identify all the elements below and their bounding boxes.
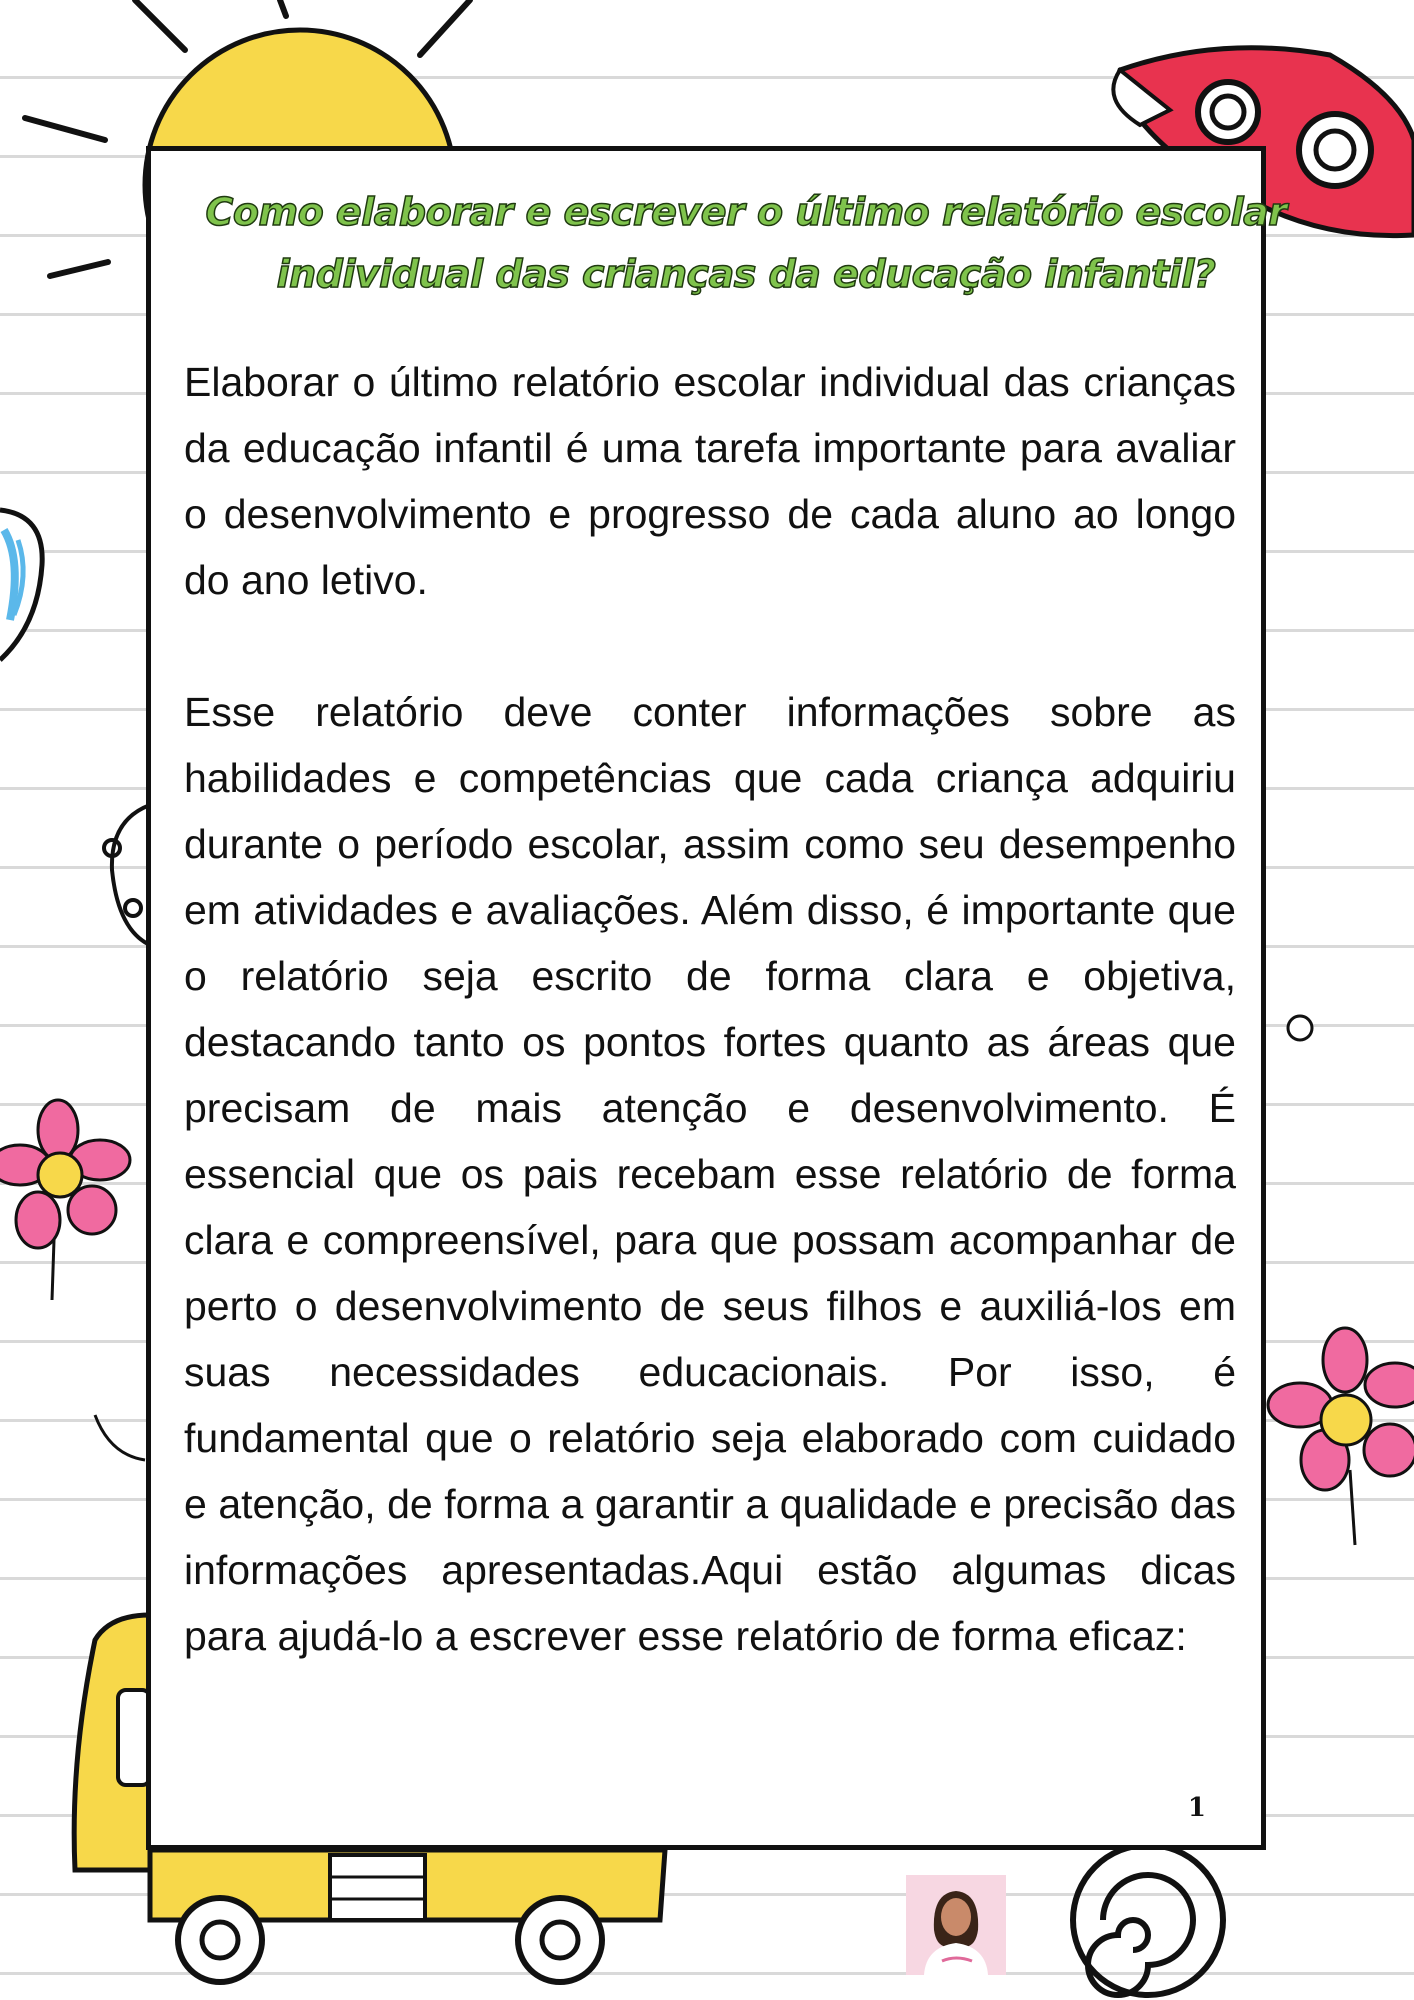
document-title-line-1: Como elaborar e escrever o último relatório escolar	[205, 190, 1287, 234]
body-paragraph-1: Elaborar o último relatório escolar individual das crianças da educação infantil é uma tarefa importante para avaliar o desenvolvimento e progresso de cada aluno ao longo do ano letivo.	[184, 359, 1236, 603]
balloon-icon	[0, 510, 42, 660]
document-body	[184, 349, 1236, 1669]
document-card	[146, 146, 1287, 1850]
avatar-portrait-icon	[906, 1875, 1006, 1975]
author-avatar	[906, 1875, 1006, 1975]
loop-doodle-icon	[104, 805, 150, 945]
flower-icon	[0, 1100, 130, 1300]
flower-icon	[1268, 1328, 1414, 1545]
document-title-line-2: individual das crianças da educação infantil?	[276, 252, 1216, 296]
page-number: 1	[1187, 1793, 1206, 1823]
body-paragraph-2: Esse relatório deve conter informações sobre as habilidades e competências que cada criança adquiriu durante o período escolar, assim como seu desempenho em atividades e avaliações. Além disso, é importante que o relatório seja escrito de forma clara e objetiva, destacando tanto os pontos fortes quanto as áreas que precisam de mais atenção e desenvolvimento. É essencial que os pais recebam esse relatório de forma clara e compreensível, para que possam acompanhar de perto o desenvolvimento de seus filhos e auxiliá-los em suas necessidades educacionais. Por isso, é fundamental que o relatório seja elaborado com cuidado e atenção, de forma a garantir a qualidade e precisão das informações apresentadas.Aqui estão algumas dicas para ajudá-lo a escrever esse relatório de forma eficaz:	[184, 689, 1236, 1659]
document-title	[191, 181, 1301, 305]
small-circle-icon	[1288, 1016, 1312, 1040]
curve-doodle-icon	[95, 1415, 145, 1460]
spiral-icon	[1073, 1845, 1223, 1995]
